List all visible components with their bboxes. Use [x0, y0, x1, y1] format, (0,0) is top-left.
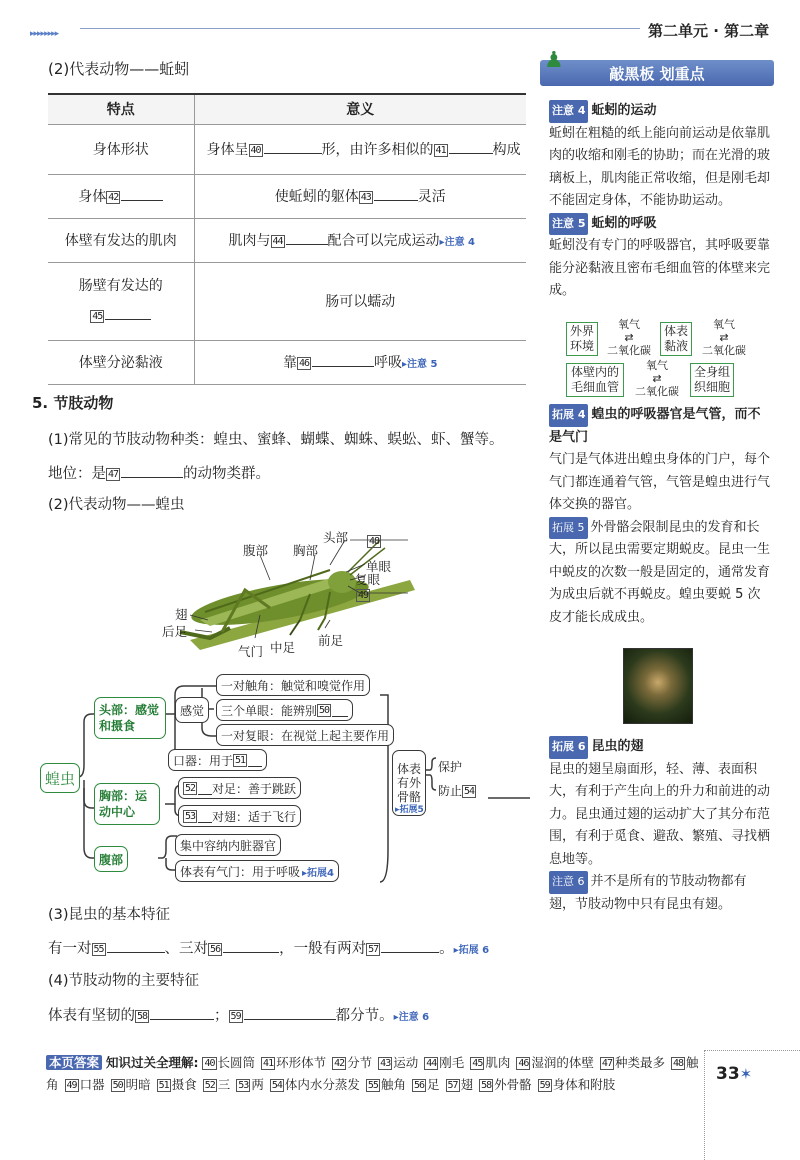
label-middle-leg: 中足 — [270, 640, 296, 655]
insect-features-line: 有一对 55 、三对 56 ，一般有两对 57 。▸拓展 6 — [48, 941, 490, 957]
answer-item: 44 刚毛 — [426, 1055, 465, 1070]
answer-item: 48 触角 — [46, 1055, 699, 1092]
flow-body-mucus: 体表 黏液 — [660, 322, 692, 356]
mindmap-sense: 感觉 — [175, 697, 209, 723]
flow-arrow-3: 氧气 ⇄ 二氧化碳 — [635, 359, 679, 398]
mindmap-exoskeleton-ref: ▸拓展5 — [395, 805, 424, 815]
answer-item: 58 外骨骼 — [481, 1077, 532, 1092]
flow-capillaries: 体壁内的 毛细血管 — [566, 363, 624, 397]
star-icon: ✶ — [739, 1065, 753, 1083]
page-number: 33✶ — [716, 1064, 753, 1084]
mindmap-chest: 胸部：运 动中心 — [94, 783, 160, 825]
table-header-meaning: 意义 — [194, 94, 526, 124]
flow-arrow-1: 氧气 ⇄ 二氧化碳 — [607, 318, 651, 357]
mindmap-legs: 52 对足：善于跳跃 — [178, 777, 301, 799]
mindmap-spiracle: 体表有气门：用于呼吸 ▸拓展4 — [175, 860, 339, 882]
answer-item: 59 身体和附肢 — [539, 1077, 616, 1092]
notes-panel-2 — [549, 404, 771, 629]
label-foreleg: 前足 — [318, 633, 344, 648]
ext4-title: 拓展 4 蝗虫的呼吸器官是气管，而不是气门 — [549, 404, 771, 449]
row-mucus-meaning: 靠 46 呼吸▸注意 5 — [194, 340, 526, 384]
label-hind-leg: 后足 — [162, 624, 188, 639]
mindmap-root-locust: 蝗虫 — [40, 763, 80, 793]
answer-item: 57 翅 — [447, 1077, 474, 1092]
mindmap-ocelli: 三个单眼：能辨别 50 — [216, 699, 353, 721]
section-arthropod-features: (4)节肢动物的主要特征 — [48, 973, 200, 989]
label-48: 48 — [369, 536, 380, 547]
mindmap-belly: 腹部 — [94, 846, 128, 872]
mindmap-head: 头部：感觉 和摄食 — [94, 697, 166, 739]
answer-item: 52 三 — [204, 1077, 231, 1092]
arthropod-types: (1)常见的节肢动物种类：蝗虫、蜜蜂、蝴蝶、蜘蛛、蜈蚣、虾、蟹等。 — [48, 432, 504, 448]
mindmap-wings: 53 对翅：适于飞行 — [178, 805, 301, 827]
answer-strip — [46, 1052, 706, 1096]
answer-item: 49 口器 — [66, 1077, 105, 1092]
answer-item: 50 明暗 — [112, 1077, 151, 1092]
row-shape-meaning: 身体呈 40 形，由许多相似的 41 构成 — [194, 124, 526, 174]
answer-item: 55 触角 — [367, 1077, 406, 1092]
section-arthropod-title: 5. 节肢动物 — [32, 394, 114, 412]
flow-arrow-2: 氧气 ⇄ 二氧化碳 — [702, 318, 746, 357]
answer-item: 47 种类最多 — [601, 1055, 665, 1070]
flow-cells: 全身组 织细胞 — [690, 363, 734, 397]
page-corner-line — [704, 1050, 800, 1160]
flow-outside: 外界 环境 — [566, 322, 598, 356]
mindmap-protect: 保护 — [438, 760, 463, 774]
banner: ♟ 敲黑板 划重点 — [540, 60, 774, 86]
answer-item: 41 环形体节 — [263, 1055, 327, 1070]
ext6-title: 拓展 6 昆虫的翅 — [549, 736, 771, 759]
mindmap-prevent: 防止 54 — [438, 784, 475, 798]
table-header-feature: 特点 — [48, 94, 194, 124]
header-arrows: ▸▸▸▸▸▸▸▸ — [30, 29, 59, 39]
answer-item: 46 湿润的体壁 — [518, 1055, 594, 1070]
mindmap-compound-eye: 一对复眼：在视觉上起主要作用 — [216, 724, 394, 746]
label-compound-eye: 复眼 — [355, 572, 381, 587]
label-wing: 翅 — [175, 607, 188, 622]
row-segment-meaning: 使蚯蚓的躯体 43 灵活 — [194, 174, 526, 218]
label-49: 49 — [358, 590, 369, 601]
arthropod-status: 地位：是 47 的动物类群。 — [48, 466, 271, 482]
row-intestine-meaning: 肠可以蠕动 — [194, 262, 526, 340]
teacher-icon: ♟ — [544, 48, 564, 73]
label-head: 头部 — [323, 530, 349, 545]
section-locust-title: (2)代表动物——蝗虫 — [48, 497, 185, 513]
row-mucus-feature: 体壁分泌黏液 — [48, 340, 194, 384]
section-insect-features: (3)昆虫的基本特征 — [48, 907, 171, 923]
label-ocelli: 单眼 — [366, 559, 392, 574]
note4-title: 注意 4 蚯蚓的运动 — [549, 100, 771, 123]
ext6-body: 昆虫的翅呈扇面形，轻、薄、表面积大，有利于产生向上的升力和前进的动力。昆虫通过翅的运动扩大了其分布范围，有利于觅食、避敌、繁殖、寻找栖息地等。 — [549, 761, 771, 867]
chapter-title: 第二单元 · 第二章 — [648, 22, 770, 40]
arthropod-features-line: 体表有坚韧的 58 ； 59 都分节。▸注意 6 — [48, 1008, 430, 1024]
earthworm-table — [48, 93, 526, 385]
answer-item: 43 运动 — [380, 1055, 419, 1070]
label-spiracle: 气门 — [238, 644, 264, 659]
answer-item: 53 两 — [238, 1077, 264, 1092]
answer-item: 42 分节 — [334, 1055, 373, 1070]
note6-body: 注意 6 并不是所有的节肢动物都有翅，节肢动物中只有昆虫有翅。 — [549, 871, 771, 916]
molting-photo — [623, 648, 693, 724]
mindmap-viscera: 集中容纳内脏器官 — [175, 834, 281, 856]
mindmap-exoskeleton: 体表 有外 骨骼 — [392, 750, 426, 816]
answer-item: 51 摄食 — [158, 1077, 197, 1092]
note5-title: 注意 5 蚯蚓的呼吸 — [549, 213, 771, 236]
section-earthworm-title: (2)代表动物——蚯蚓 — [48, 60, 190, 78]
row-shape-feature: 身体形状 — [48, 124, 194, 174]
note4-body: 蚯蚓在粗糙的纸上能向前运动是依靠肌肉的收缩和刚毛的协助；而在光滑的玻璃板上，肌肉能正常收缩，但是刚毛却不能固定身体，不能协助运动。 — [549, 125, 771, 208]
ext5-body: 拓展 5 外骨骼会限制昆虫的发育和长大，所以昆虫需要定期蜕皮。昆虫一生中蜕皮的次数一般是固定的，通常发育为成虫后就不再蜕皮。蝗虫要蜕 5 次皮才能长成成虫。 — [549, 517, 771, 630]
row-muscle-meaning: 肌肉与 44 配合可以完成运动▸注意 4 — [194, 218, 526, 262]
answer-item: 54 体内水分蒸发 — [271, 1077, 360, 1092]
answer-item: 56 足 — [413, 1077, 440, 1092]
answer-label: 本页答案 — [46, 1055, 102, 1070]
notes-panel-3 — [549, 736, 771, 916]
answer-item: 40 长圆筒 — [204, 1055, 256, 1070]
label-thorax: 胸部 — [293, 543, 319, 558]
answer-item: 45 肌肉 — [472, 1055, 511, 1070]
ext4-body: 气门是气体进出蝗虫身体的门户，每个气门都连通着气管，气管是蝗虫进行气体交换的器官。 — [549, 452, 771, 512]
row-intestine-feature: 肠壁有发达的 45 — [48, 262, 194, 340]
label-abdomen: 腹部 — [243, 543, 269, 558]
mindmap-antenna: 一对触角：触觉和嗅觉作用 — [216, 674, 370, 696]
note5-body: 蚯蚓没有专门的呼吸器官，其呼吸要靠能分泌黏液且密布毛细血管的体壁来完成。 — [549, 238, 771, 298]
row-segment-feature: 身体 42 — [48, 174, 194, 218]
answer-lead: 知识过关全理解: — [106, 1055, 199, 1070]
notes-panel — [549, 100, 771, 303]
mindmap-mouthparts: 口器：用于 51 — [168, 749, 267, 771]
row-muscle-feature: 体壁有发达的肌肉 — [48, 218, 194, 262]
header-line — [80, 28, 640, 29]
